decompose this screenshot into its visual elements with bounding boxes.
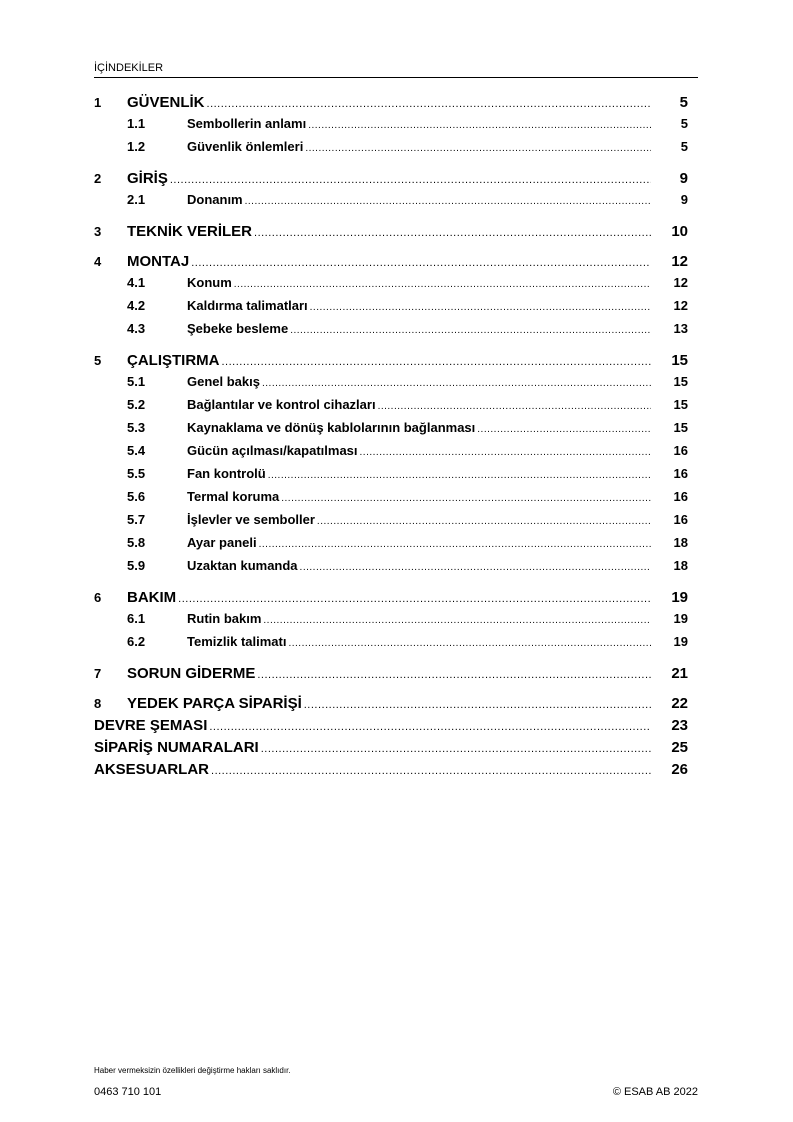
toc-leader-dots	[317, 516, 651, 527]
toc-entry-title: Donanım	[187, 192, 243, 207]
document-number: 0463 710 101	[94, 1086, 162, 1098]
toc-entry[interactable]	[94, 420, 688, 443]
toc-entry[interactable]	[94, 665, 688, 687]
toc-entry-page: 16	[673, 512, 688, 527]
toc-entry-page: 9	[680, 192, 688, 207]
toc-entry-title: Ayar paneli	[187, 535, 257, 550]
toc-entry-number: 5.5	[127, 466, 146, 481]
table-of-contents	[94, 94, 688, 783]
toc-entry-title: TEKNİK VERİLER	[127, 223, 253, 240]
toc-entry-number: 8	[94, 696, 102, 711]
toc-entry-page: 18	[673, 558, 688, 573]
toc-entry-title: GİRİŞ	[127, 170, 168, 187]
toc-entry-title: Kaynaklama ve dönüş kablolarının bağlanması	[187, 420, 476, 435]
toc-entry[interactable]	[94, 466, 688, 489]
toc-entry-title: YEDEK PARÇA SİPARİŞİ	[127, 695, 302, 712]
toc-entry-page: 12	[671, 253, 688, 270]
toc-entry-number: 1.1	[127, 116, 146, 131]
toc-entry-title: ÇALIŞTIRMA	[127, 352, 220, 369]
toc-entry-title: Genel bakış	[187, 374, 260, 389]
toc-leader-dots	[178, 593, 651, 605]
toc-entry-title: Kaldırma talimatları	[187, 298, 308, 313]
toc-leader-dots	[259, 539, 651, 550]
toc-entry[interactable]	[94, 253, 688, 275]
toc-entry[interactable]	[94, 443, 688, 466]
toc-entry[interactable]	[94, 298, 688, 321]
toc-entry-page: 9	[679, 170, 688, 187]
toc-entry-number: 5.2	[127, 397, 146, 412]
toc-entry[interactable]	[94, 116, 688, 139]
toc-entry-number: 4.1	[127, 275, 146, 290]
toc-entry-number: 2	[94, 171, 102, 186]
toc-entry[interactable]	[94, 397, 688, 420]
toc-entry-title: Rutin bakım	[187, 611, 262, 626]
toc-entry-title: Termal koruma	[187, 489, 280, 504]
toc-entry-page: 19	[671, 589, 688, 606]
toc-entry-page: 12	[673, 298, 688, 313]
toc-leader-dots	[290, 325, 651, 336]
toc-entry-page: 16	[673, 466, 688, 481]
toc-entry-number: 5.3	[127, 420, 146, 435]
toc-entry[interactable]	[94, 589, 688, 611]
toc-entry-title: AKSESUARLAR	[94, 761, 210, 778]
toc-leader-dots	[308, 120, 651, 131]
toc-leader-dots	[360, 447, 651, 458]
toc-leader-dots	[310, 302, 651, 313]
toc-leader-dots	[288, 638, 651, 649]
toc-entry-title: MONTAJ	[127, 253, 190, 270]
toc-leader-dots	[305, 143, 651, 154]
toc-leader-dots	[234, 279, 651, 290]
toc-entry[interactable]	[94, 695, 688, 717]
toc-entry[interactable]	[94, 611, 688, 634]
toc-entry-title: GÜVENLİK	[127, 94, 205, 111]
toc-entry-number: 4.3	[127, 321, 146, 336]
toc-entry-number: 5.9	[127, 558, 146, 573]
toc-entry-page: 25	[671, 739, 688, 756]
toc-entry-number: 5.6	[127, 489, 146, 504]
toc-entry-page: 15	[673, 397, 688, 412]
toc-entry[interactable]	[94, 761, 688, 783]
toc-leader-dots	[300, 562, 651, 573]
toc-entry-title: DEVRE ŞEMASI	[94, 717, 208, 734]
toc-leader-dots	[263, 615, 651, 626]
toc-entry-page: 16	[673, 443, 688, 458]
toc-entry-page: 5	[680, 139, 688, 154]
toc-entry-number: 4.2	[127, 298, 146, 313]
toc-entry-page: 10	[671, 223, 688, 240]
toc-entry[interactable]	[94, 489, 688, 512]
toc-leader-dots	[257, 669, 651, 681]
toc-entry[interactable]	[94, 170, 688, 192]
toc-entry-number: 4	[94, 254, 102, 269]
toc-entry-page: 12	[673, 275, 688, 290]
toc-entry-title: Uzaktan kumanda	[187, 558, 298, 573]
toc-entry-page: 26	[671, 761, 688, 778]
toc-entry[interactable]	[94, 192, 688, 215]
toc-entry[interactable]	[94, 352, 688, 374]
toc-entry-title: BAKIM	[127, 589, 177, 606]
toc-entry-number: 3	[94, 224, 102, 239]
toc-entry[interactable]	[94, 512, 688, 535]
toc-entry[interactable]	[94, 717, 688, 739]
toc-entry-number: 6	[94, 590, 102, 605]
toc-entry-number: 7	[94, 666, 102, 681]
toc-leader-dots	[254, 227, 651, 239]
toc-entry[interactable]	[94, 321, 688, 344]
toc-entry-title: Gücün açılması/kapatılması	[187, 443, 358, 458]
toc-leader-dots	[209, 721, 651, 733]
toc-entry-number: 5.4	[127, 443, 146, 458]
footer-note: Haber vermeksizin özellikleri değiştirme hakları saklıdır.	[94, 1066, 291, 1075]
toc-entry-page: 15	[671, 352, 688, 369]
toc-entry-page: 21	[671, 665, 688, 682]
toc-entry-number: 2.1	[127, 192, 146, 207]
toc-entry-number: 5.8	[127, 535, 146, 550]
toc-entry-page: 15	[673, 374, 688, 389]
toc-entry-page: 15	[673, 420, 688, 435]
toc-leader-dots	[261, 743, 651, 755]
toc-entry[interactable]	[94, 634, 688, 657]
toc-entry-page: 5	[680, 116, 688, 131]
toc-entry[interactable]	[94, 739, 688, 761]
toc-entry-page: 22	[671, 695, 688, 712]
toc-entry[interactable]	[94, 223, 688, 245]
toc-entry-number: 6.1	[127, 611, 146, 626]
toc-entry-page: 16	[673, 489, 688, 504]
toc-entry-page: 5	[679, 94, 688, 111]
toc-entry-title: SORUN GİDERME	[127, 665, 256, 682]
toc-leader-dots	[170, 174, 651, 186]
toc-entry[interactable]	[94, 558, 688, 581]
toc-entry-page: 18	[673, 535, 688, 550]
toc-entry-number: 6.2	[127, 634, 146, 649]
toc-entry-title: İşlevler ve semboller	[187, 512, 315, 527]
toc-entry-number: 5	[94, 353, 102, 368]
toc-entry-number: 1	[94, 95, 102, 110]
toc-entry-title: Sembollerin anlamı	[187, 116, 307, 131]
toc-entry-page: 23	[671, 717, 688, 734]
toc-entry-number: 1.2	[127, 139, 146, 154]
toc-leader-dots	[477, 424, 651, 435]
toc-leader-dots	[191, 257, 651, 269]
header-title: İÇİNDEKİLER	[94, 62, 164, 74]
toc-entry[interactable]	[94, 374, 688, 397]
toc-entry-number: 5.1	[127, 374, 146, 389]
toc-entry-number: 5.7	[127, 512, 146, 527]
toc-leader-dots	[281, 493, 651, 504]
toc-entry[interactable]	[94, 275, 688, 298]
toc-entry-title: Şebeke besleme	[187, 321, 289, 336]
toc-leader-dots	[222, 356, 652, 368]
copyright: © ESAB AB 2022	[612, 1086, 698, 1098]
toc-leader-dots	[268, 470, 651, 481]
toc-entry-page: 19	[673, 634, 688, 649]
toc-entry-title: Fan kontrolü	[187, 466, 266, 481]
page-header	[94, 61, 698, 78]
toc-leader-dots	[245, 196, 651, 207]
toc-entry-title: Bağlantılar ve kontrol cihazları	[187, 397, 376, 412]
toc-entry[interactable]	[94, 139, 688, 162]
toc-entry-page: 19	[673, 611, 688, 626]
toc-entry-page: 13	[673, 321, 688, 336]
toc-entry-title: Konum	[187, 275, 232, 290]
toc-leader-dots	[262, 378, 651, 389]
toc-leader-dots	[211, 765, 651, 777]
toc-entry[interactable]	[94, 94, 688, 116]
toc-leader-dots	[378, 401, 651, 412]
toc-entry-title: Temizlik talimatı	[187, 634, 287, 649]
toc-leader-dots	[304, 699, 651, 711]
toc-leader-dots	[207, 98, 651, 110]
toc-entry-title: SİPARİŞ NUMARALARI	[94, 739, 259, 756]
toc-entry-title: Güvenlik önlemleri	[187, 139, 304, 154]
toc-entry[interactable]	[94, 535, 688, 558]
